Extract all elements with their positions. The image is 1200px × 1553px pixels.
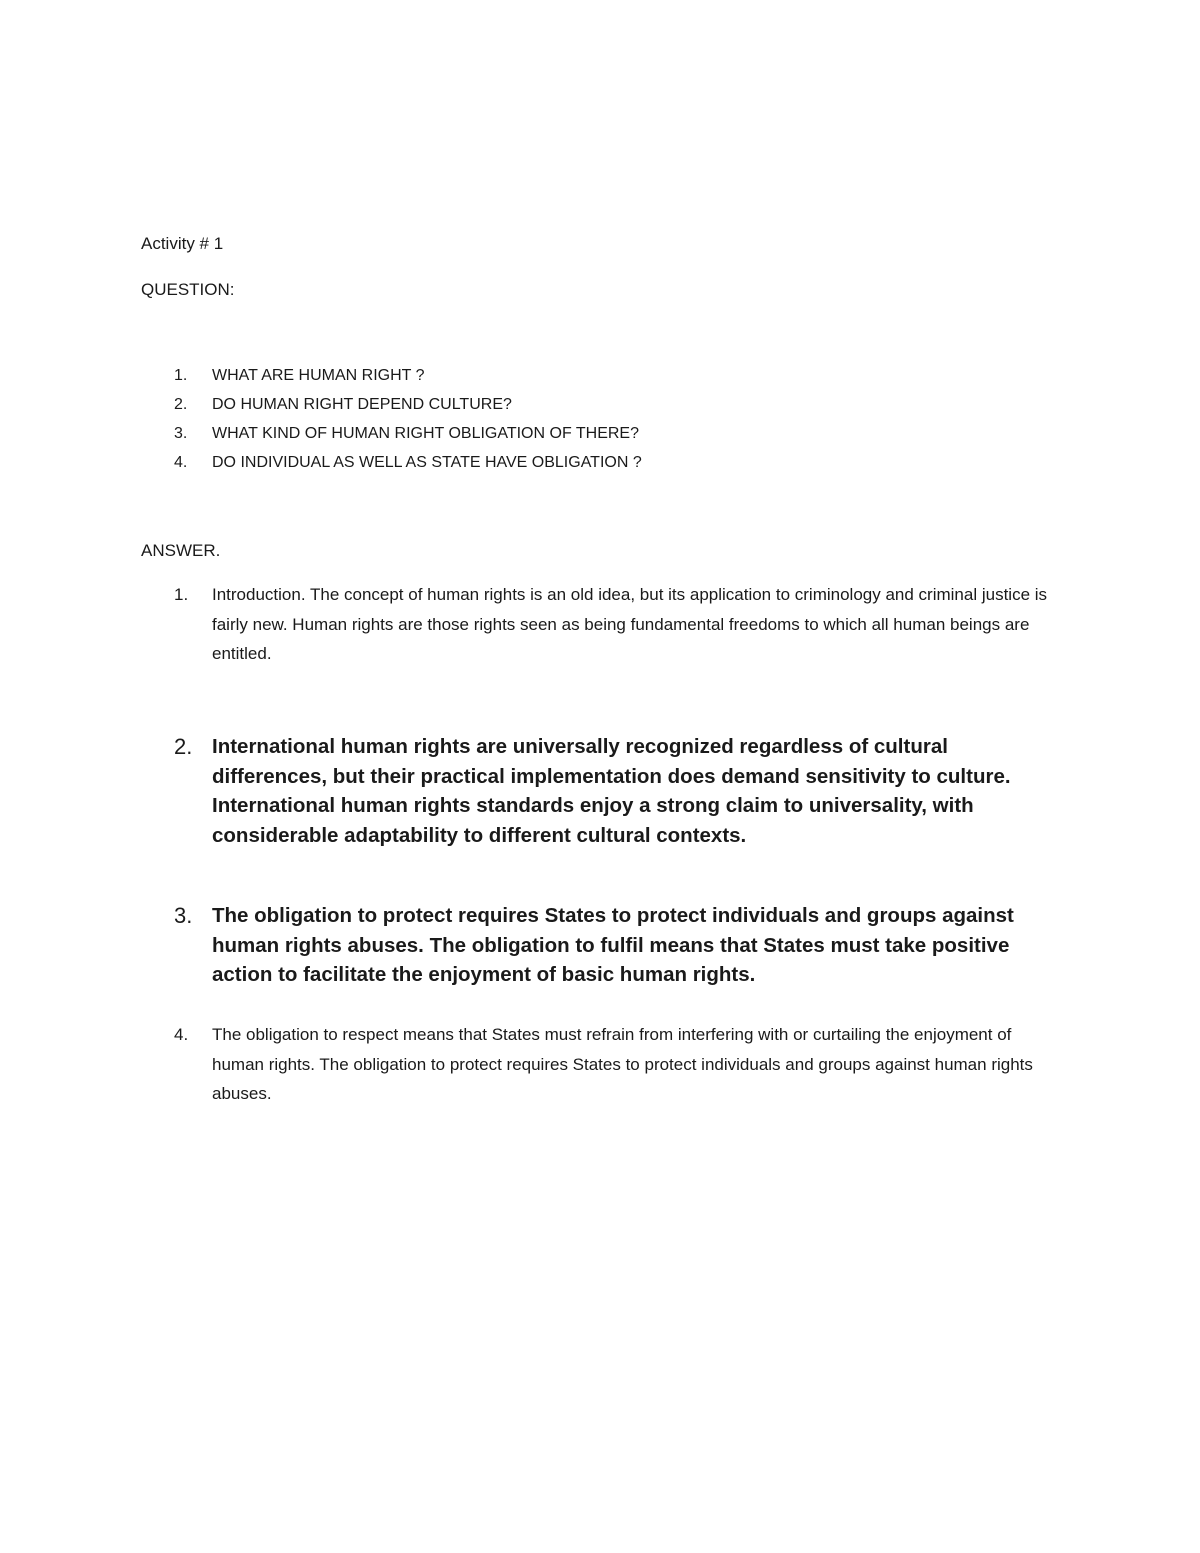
answer-text: Introduction. The concept of human rights is an old idea, but its application to criminology and criminal justice is fairly new. Human rights are those rights seen as being fundamental freedoms to which all human beings are entitled. bbox=[212, 585, 1048, 663]
question-item bbox=[141, 366, 642, 395]
question-item bbox=[141, 453, 642, 482]
answer-number: 4. bbox=[174, 1025, 189, 1044]
answer-number: 3. bbox=[174, 903, 193, 928]
question-list bbox=[141, 366, 642, 482]
answer-number: 1. bbox=[174, 585, 189, 604]
question-heading: QUESTION: bbox=[141, 280, 235, 299]
question-number: 4. bbox=[174, 454, 188, 471]
answer-heading: ANSWER. bbox=[141, 541, 221, 560]
question-text: WHAT ARE HUMAN RIGHT ? bbox=[212, 367, 425, 384]
activity-title: Activity # 1 bbox=[141, 234, 224, 253]
question-text: DO HUMAN RIGHT DEPEND CULTURE? bbox=[212, 396, 512, 413]
question-item bbox=[141, 424, 642, 453]
question-number: 3. bbox=[174, 425, 188, 442]
question-item bbox=[141, 395, 642, 424]
answer-text: The obligation to respect means that States must refrain from interfering with or curtailing the enjoyment of human rights. The obligation to protect requires States to protect individuals and groups against human rights abuses. bbox=[212, 1025, 1033, 1103]
question-text: DO INDIVIDUAL AS WELL AS STATE HAVE OBLIGATION ? bbox=[212, 454, 642, 471]
answer-text: International human rights are universally recognized regardless of cultural differences, but their practical implementation does demand sensitivity to culture. International human rights standards enjoy a strong claim to universality, with considerable adaptability to different cultural contexts. bbox=[212, 735, 1011, 847]
answer-text: The obligation to protect requires States to protect individuals and groups against human rights abuses. The obligation to fulfil means that States must take positive action to facilitate the enjoyment of basic human rights. bbox=[212, 904, 1014, 986]
question-text: WHAT KIND OF HUMAN RIGHT OBLIGATION OF THERE? bbox=[212, 425, 639, 442]
answer-item bbox=[141, 732, 1061, 850]
question-number: 2. bbox=[174, 396, 188, 413]
answer-item bbox=[141, 1020, 1061, 1109]
answer-item bbox=[141, 901, 1061, 990]
question-number: 1. bbox=[174, 367, 188, 384]
answer-item bbox=[141, 580, 1061, 669]
answer-number: 2. bbox=[174, 734, 193, 759]
